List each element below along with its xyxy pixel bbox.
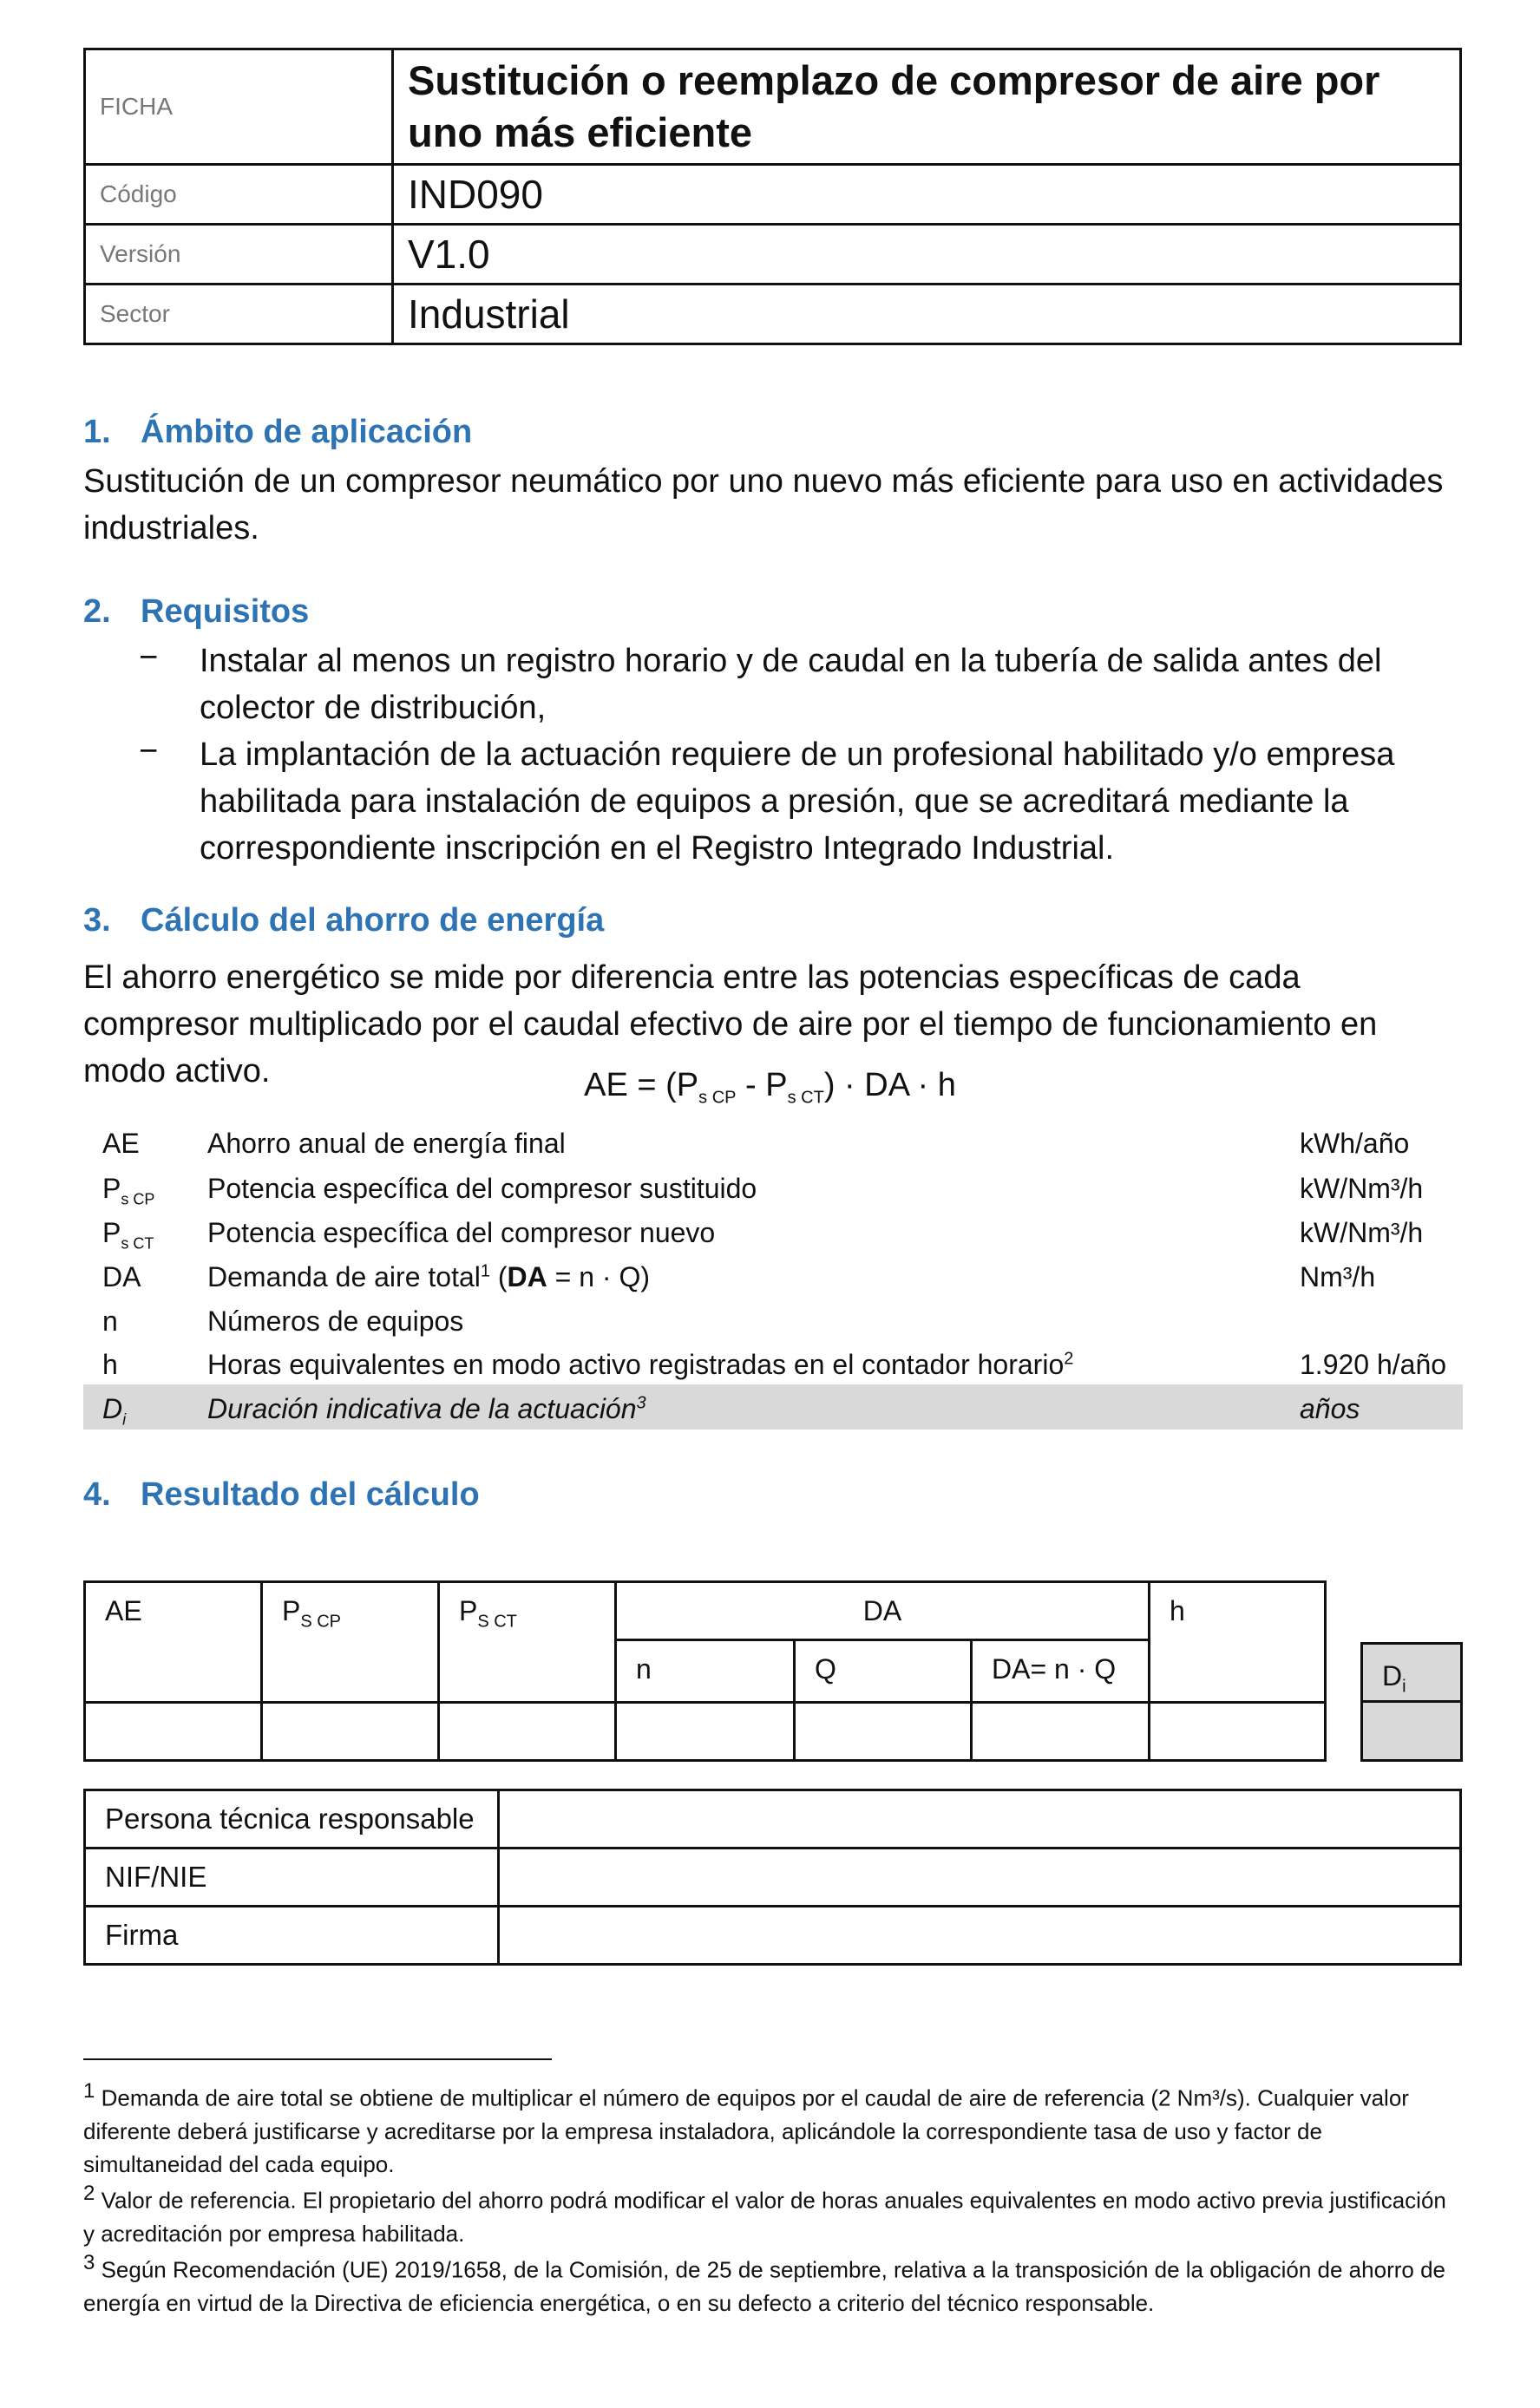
result-header-n: n xyxy=(614,1639,796,1704)
ficha-label: FICHA xyxy=(85,49,393,165)
result-input-q[interactable] xyxy=(793,1701,973,1762)
section-2-number: 2. xyxy=(83,593,111,630)
variable-row xyxy=(83,1208,1463,1253)
variable-row xyxy=(83,1164,1463,1209)
signature-field-firma[interactable] xyxy=(499,1907,1461,1965)
footnote-2: $^2$ Valor de referencia. El propietario del ahorro podrá modificar el valor de horas anuales equivalentes en modo activo previa justificación y acreditación por empresa habilitada. xyxy=(83,2182,1446,2247)
signature-label-nif: NIF/NIE xyxy=(85,1849,499,1907)
variable-symbol: n xyxy=(102,1305,118,1337)
result-input-danq[interactable] xyxy=(970,1701,1150,1762)
version-value: V1.0 xyxy=(393,225,1461,285)
variable-row xyxy=(83,1253,1463,1298)
variable-row xyxy=(83,1384,1463,1430)
section-1-number: 1. xyxy=(83,414,111,450)
section-1-heading xyxy=(83,414,472,451)
result-header-pscp: $P_{S CP}$ xyxy=(260,1580,440,1704)
footnote-1: $^1$ Demanda de aire total se obtiene de multiplicar el número de equipos por el caudal de aire de referencia (2 Nm³/s). Cualquier valor diferente deberá justificarse y acreditarse por la empresa instaladora, aplicándole la correspondiente tasa de uso y factor de simultaneidad del cada equipo. xyxy=(83,2079,1409,2177)
variable-row xyxy=(83,1119,1463,1164)
variable-unit: kWh/año xyxy=(1300,1128,1410,1159)
variable-unit: años xyxy=(1300,1393,1360,1424)
result-input-ae[interactable] xyxy=(83,1701,263,1762)
result-header-danq: DA= n · Q xyxy=(970,1639,1150,1704)
sector-label: Sector xyxy=(85,285,393,344)
section-3-heading xyxy=(83,902,604,939)
footnote-divider xyxy=(83,2058,552,2060)
variable-description: Potencia específica del compresor sustituido xyxy=(207,1173,757,1204)
variable-description: Ahorro anual de energía final xyxy=(207,1128,566,1159)
section-4-number: 4. xyxy=(83,1476,111,1513)
bullet-dash: − xyxy=(139,733,159,769)
variable-description: Demanda de aire total$^1$ (DA = n · Q) xyxy=(207,1261,650,1292)
requisito-item: Instalar al menos un registro horario y de caudal en la tubería de salida antes del colector de distribución, xyxy=(200,643,1382,726)
codigo-label: Código xyxy=(85,165,393,225)
variable-description: Duración indicativa de la actuación$^3$ xyxy=(207,1393,646,1424)
section-2-title: Requisitos xyxy=(141,593,310,630)
section-4-title: Resultado del cálculo xyxy=(141,1476,480,1513)
requisito-item: La implantación de la actuación requiere de un profesional habilitado y/o empresa habilitada para instalación de equipos a presión, que se acreditará mediante la correspondiente inscripción en el Registro Integrado Industrial. xyxy=(200,736,1395,867)
result-input-h[interactable] xyxy=(1148,1701,1327,1762)
result-input-psct[interactable] xyxy=(437,1701,617,1762)
variable-symbol: $P_{s CP}$ xyxy=(102,1173,155,1208)
section-4-heading xyxy=(83,1476,480,1514)
footnote-3: $^3$ Según Recomendación (UE) 2019/1658, de la Comisión, de 25 de septiembre, relativa a la transposición de la obligación de ahorro de energía en virtud de la Directiva de eficiencia energética, o en su defecto a criterio del técnico responsable. xyxy=(83,2251,1445,2316)
section-3-number: 3. xyxy=(83,902,111,939)
variable-description: Horas equivalentes en modo activo registradas en el contador horario$^2$ xyxy=(207,1349,1074,1380)
header-table xyxy=(83,48,1462,345)
result-header-h: h xyxy=(1148,1580,1327,1704)
result-input-n[interactable] xyxy=(614,1701,796,1762)
section-3-text: El ahorro energético se mide por diferencia entre las potencias específicas de cada compresor multiplicado por el caudal efectivo de aire por el tiempo de funcionamiento en modo activo. xyxy=(83,959,1378,1089)
variable-symbol: h xyxy=(102,1349,118,1380)
variable-row xyxy=(83,1297,1463,1342)
result-header-ae: AE xyxy=(83,1580,263,1704)
result-header-da: DA xyxy=(614,1580,1150,1641)
variable-symbol: $P_{s CT}$ xyxy=(102,1217,154,1253)
bullet-dash: − xyxy=(139,639,159,676)
result-header-psct: $P_{S CT}$ xyxy=(437,1580,617,1704)
signature-table xyxy=(83,1789,1462,1966)
codigo-value: IND090 xyxy=(393,165,1461,225)
variable-row xyxy=(83,1340,1463,1385)
section-2-heading xyxy=(83,593,309,631)
variable-unit: kW/Nm³/h xyxy=(1300,1173,1424,1204)
variable-unit: 1.920 h/año xyxy=(1300,1349,1447,1380)
variable-symbol: DA xyxy=(102,1261,141,1292)
signature-label-firma: Firma xyxy=(85,1907,499,1965)
section-1-title: Ámbito de aplicación xyxy=(141,414,473,450)
variable-symbol: AE xyxy=(102,1128,140,1159)
version-label: Versión xyxy=(85,225,393,285)
signature-field-nif[interactable] xyxy=(499,1849,1461,1907)
signature-field-persona[interactable] xyxy=(499,1790,1461,1849)
section-3-title: Cálculo del ahorro de energía xyxy=(141,902,605,939)
sector-value: Industrial xyxy=(393,285,1461,344)
energy-formula: AE = $(P_{s CP} - P_{s CT})$ · DA · h xyxy=(584,1067,956,1108)
variable-description: Números de equipos xyxy=(207,1305,464,1337)
section-1-text: Sustitución de un compresor neumático por uno nuevo más eficiente para uso en actividades industriales. xyxy=(83,463,1444,546)
variable-unit: kW/Nm³/h xyxy=(1300,1217,1424,1248)
variable-symbol: $D_i$ xyxy=(102,1393,127,1429)
result-header-di: $D_i$ xyxy=(1360,1642,1463,1703)
signature-label-persona: Persona técnica responsable xyxy=(85,1790,499,1849)
ficha-title: Sustitución o reemplazo de compresor de aire por uno más eficiente xyxy=(393,49,1461,165)
variable-unit: Nm³/h xyxy=(1300,1261,1376,1292)
result-input-di[interactable] xyxy=(1360,1700,1463,1762)
variable-description: Potencia específica del compresor nuevo xyxy=(207,1217,716,1248)
result-header-q: Q xyxy=(793,1639,973,1704)
result-input-pscp[interactable] xyxy=(260,1701,440,1762)
